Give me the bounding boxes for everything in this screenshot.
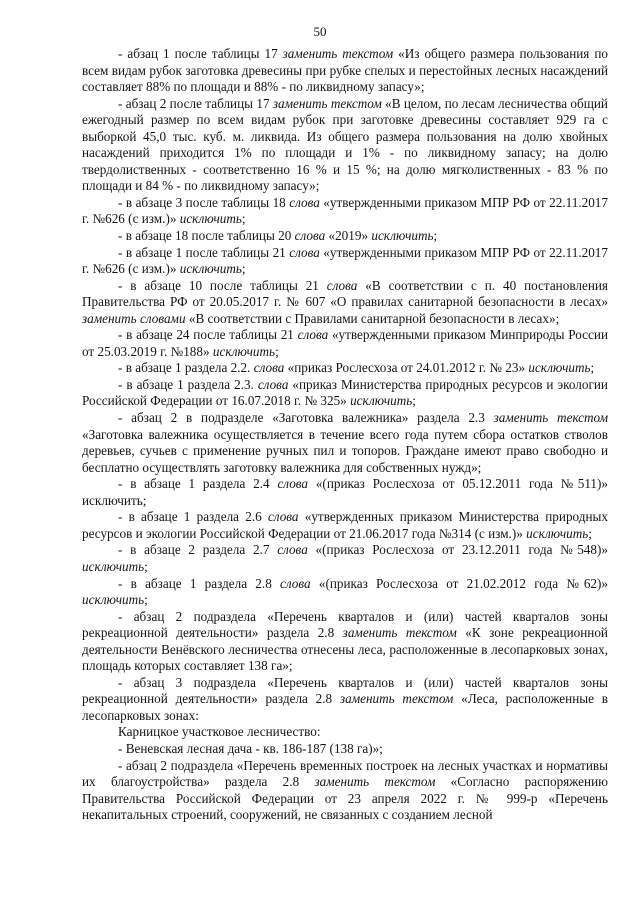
paragraph-text: - абзац 2 подраздела «Перечень временных построек на лесных участках и нормативы их благоустройства» раздела 2.8 xyxy=(82,757,608,790)
italic-instruction-text: заменить текстом xyxy=(272,95,382,111)
paragraph-text: - в абзаце 10 после таблицы 21 xyxy=(118,277,327,293)
italic-instruction-text: слова xyxy=(297,327,329,343)
paragraph-text: - в абзаце 1 раздела 2.3. xyxy=(118,376,258,392)
paragraph-text: ; xyxy=(241,211,246,227)
amendment-paragraph xyxy=(82,377,608,410)
italic-instruction-text: исключить xyxy=(212,343,276,359)
italic-instruction-text: слова xyxy=(326,277,358,293)
amendment-paragraph xyxy=(82,195,608,228)
amendment-paragraph xyxy=(82,542,608,575)
italic-instruction-text: слова xyxy=(277,476,309,492)
paragraph-text: ; xyxy=(144,592,148,608)
paragraph-text: - абзац 3 подраздела «Перечень кварталов и (или) частей кварталов зоны рекреационной деятельности» раздела 2.8 xyxy=(82,674,608,707)
paragraph-text: - Веневская лесная дача - кв. 186-187 (138 га)»; xyxy=(118,740,383,756)
paragraph-text: «утвержденными приказом МПР РФ от 22.11.2017 г. №626 (с изм.)» xyxy=(82,244,608,277)
paragraph-text: «приказ Министерства природных ресурсов и экологии Российской Федерации от 16.07.2018 г. № 325» xyxy=(82,376,608,409)
italic-instruction-text: исключить xyxy=(82,558,145,574)
amendment-paragraph xyxy=(82,509,608,542)
paragraph-text: - абзац 1 после таблицы 17 xyxy=(118,46,283,61)
italic-instruction-text: слова xyxy=(277,542,308,558)
italic-instruction-text: исключить xyxy=(179,261,242,277)
paragraph-text: ; xyxy=(590,360,595,376)
amendment-paragraph xyxy=(82,278,608,328)
page-number: 50 xyxy=(313,24,327,39)
paragraph-text: «(приказ Рослесхоза от 21.02.2012 года №62)» xyxy=(310,575,608,591)
paragraph-text: «утвержденных приказом Министерства природных ресурсов и экологии Российской Федерации от 21.06.2017 года №314 (с изм.)» xyxy=(82,509,608,541)
italic-instruction-text: слова xyxy=(289,194,320,210)
paragraph-text: ; xyxy=(433,228,438,244)
paragraph-text: - в абзаце 1 раздела 2.8 xyxy=(118,575,281,591)
italic-instruction-text: слова xyxy=(253,360,285,376)
amendment-paragraph xyxy=(82,576,608,609)
document-body xyxy=(82,46,608,824)
paragraph-text: - в абзаце 24 после таблицы 21 xyxy=(118,327,298,343)
paragraph-text: ; xyxy=(588,525,592,541)
italic-instruction-text: заменить словами xyxy=(82,310,186,326)
amendment-paragraph xyxy=(82,724,608,741)
paragraph-text: «(приказ Рослесхоза от 05.12.2011 года №511)» исключить; xyxy=(82,476,608,508)
italic-instruction-text: заменить текстом xyxy=(339,691,454,707)
paragraph-text: «приказ Рослесхоза от 24.01.2012 г. № 23» xyxy=(284,360,529,376)
amendment-paragraph xyxy=(82,360,608,377)
paragraph-text: «Заготовка валежника осуществляется в течение всего года путем сбора остатков стволов деревьев, сучьев с применение ручных пил и топоров. Граждане имеют право свободно и бесплатно осуществлять заготовку валежника для собственных нужд»; xyxy=(82,426,608,475)
amendment-paragraph xyxy=(82,476,608,509)
amendment-paragraph xyxy=(82,46,608,96)
paragraph-text: - в абзаце 1 раздела 2.6 xyxy=(118,509,268,525)
italic-instruction-text: слова xyxy=(289,244,320,260)
amendment-paragraph xyxy=(82,327,608,360)
amendment-paragraph xyxy=(82,758,608,824)
paragraph-text: - в абзаце 18 после таблицы 20 xyxy=(118,228,295,244)
paragraph-text: «В соответствии с п. 40 постановления Правительства РФ от 20.05.2017 г. № 607 «О правилах санитарной безопасности в лесах» xyxy=(82,277,608,310)
amendment-paragraph xyxy=(82,741,608,758)
paragraph-text: «Леса, расположенные в лесопарковых зонах: xyxy=(82,691,608,723)
italic-instruction-text: исключить xyxy=(350,393,413,409)
paragraph-text: - абзац 2 в подразделе «Заготовка валежника» раздела 2.3 xyxy=(118,410,494,426)
amendment-paragraph xyxy=(82,675,608,725)
italic-instruction-text: исключить xyxy=(371,228,434,244)
paragraph-text: «2019» xyxy=(325,228,372,244)
amendment-paragraph xyxy=(82,609,608,675)
italic-instruction-text: исключить xyxy=(528,360,591,376)
italic-instruction-text: исключить xyxy=(82,592,145,608)
paragraph-text: ; xyxy=(241,261,246,277)
paragraph-text: «К зоне рекреационной деятельности Венёвского лесничества отнесены леса, расположенные в лесопарковых зонах, площадь которых составляет 138 га»; xyxy=(82,625,608,674)
paragraph-text: «утвержденными приказом МПР РФ от 22.11.2017 г. №626 (с изм.)» xyxy=(82,194,608,227)
italic-instruction-text: заменить текстом xyxy=(282,46,394,61)
italic-instruction-text: слова xyxy=(294,228,326,244)
italic-instruction-text: заменить текстом xyxy=(314,774,436,790)
paragraph-text: - в абзаце 3 после таблицы 18 xyxy=(118,194,290,210)
italic-instruction-text: исключить xyxy=(526,525,589,541)
paragraph-text: - в абзаце 1 раздела 2.2. xyxy=(118,360,254,376)
paragraph-text: «Из общего размера пользования по всем видам рубок заготовка древесины при рубке спелых и перестойных лесных насаждений составляет 88% по площади и 88% - по ликвидному запасу»; xyxy=(82,46,608,95)
italic-instruction-text: слова xyxy=(280,575,311,591)
paragraph-text: ; xyxy=(275,343,279,359)
paragraph-text: «(приказ Рослесхоза от 23.12.2011 года №548)» xyxy=(307,542,608,558)
amendment-paragraph xyxy=(82,228,608,245)
paragraph-text: - в абзаце 2 раздела 2.7 xyxy=(118,542,278,558)
paragraph-text: - в абзаце 1 раздела 2.4 xyxy=(118,476,278,492)
amendment-paragraph xyxy=(82,245,608,278)
paragraph-text: ; xyxy=(412,393,416,409)
amendment-paragraph xyxy=(82,96,608,195)
amendment-paragraph xyxy=(82,410,608,476)
italic-instruction-text: слова xyxy=(257,376,289,392)
paragraph-text: Карницкое участковое лесничество: xyxy=(118,724,321,740)
paragraph-text: - абзац 2 подраздела «Перечень кварталов и (или) частей кварталов зоны рекреационной деятельности» раздела 2.8 xyxy=(82,608,608,641)
paragraph-text: - в абзаце 1 после таблицы 21 xyxy=(118,244,290,260)
italic-instruction-text: заменить текстом xyxy=(493,410,608,426)
paragraph-text: «утвержденными приказом Минприроды России от 25.03.2019 г. №188» xyxy=(82,327,608,359)
paragraph-text: - абзац 2 после таблицы 17 xyxy=(118,95,273,111)
paragraph-text: «В соответствии с Правилами санитарной безопасности в лесах»; xyxy=(185,310,560,326)
italic-instruction-text: исключить xyxy=(179,211,242,227)
paragraph-text: «В целом, по лесам лесничества общий ежегодный размер по всем видам рубок при заготовке древесины составляет 929 га с выборкой 45,0 тыс. куб. м. ликвида. Из общего размера пользования на долю хвойных насаждений приходится 1% по площади и 1% - по ликвидному запасу; на долю твердолиственных - соответственно 16 % и 15 %; на долю мягколиственных - 83 % по площади и 84 % - по ликвидному запасу»; xyxy=(82,95,608,194)
paragraph-text: «Согласно распоряжению Правительства Российской Федерации от 23 апреля 2022 г. № 999-р «Перечень некапитальных строений, сооружений, не связанных с созданием лесной xyxy=(82,774,608,823)
italic-instruction-text: слова xyxy=(267,509,299,525)
italic-instruction-text: заменить текстом xyxy=(342,625,457,641)
paragraph-text: ; xyxy=(144,558,148,574)
